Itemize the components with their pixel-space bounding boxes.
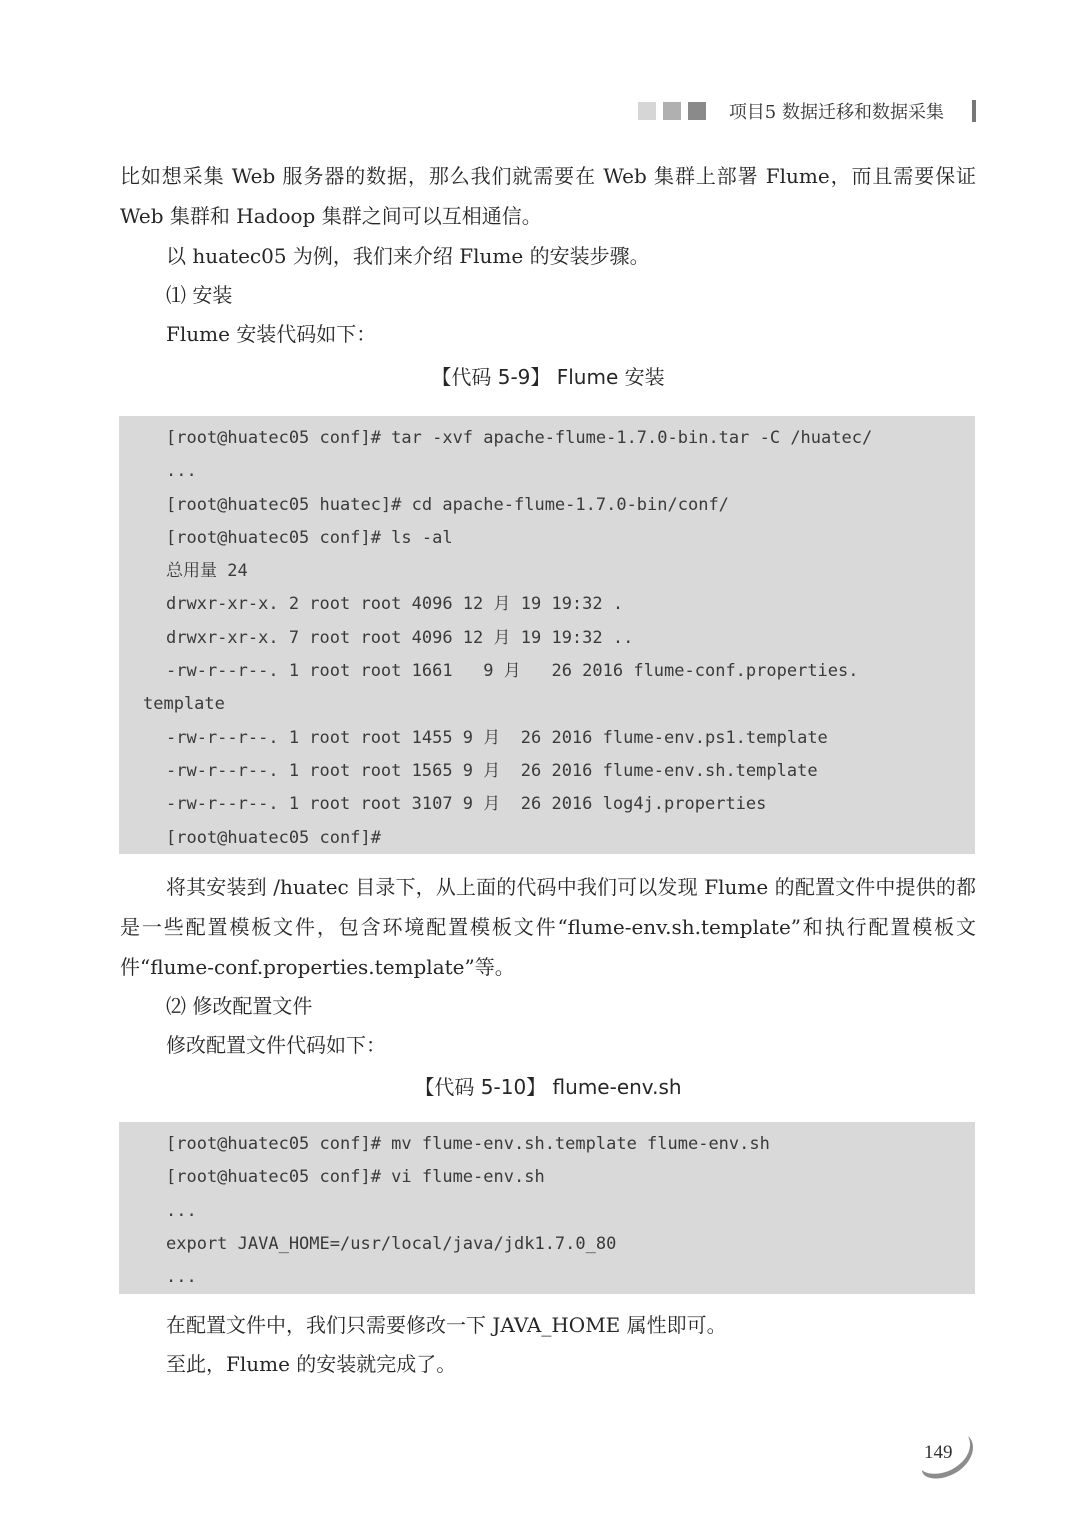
paragraph-install-explanation: 将其安装到 /huatec 目录下，从上面的代码中我们可以发现 Flume 的配置文件中提供的都是一些配置模板文件，包含环境配置模板文件“flume-env.sh.template”和执行配置模板文件“flume-conf.properties.template”等。 (120, 875, 976, 979)
code-line: [root@huatec05 conf]# vi flume-env.sh (166, 1167, 545, 1188)
page-number-badge (918, 1432, 978, 1482)
code-line: template (143, 694, 225, 715)
code-caption-5-9: 【代码 5-9】 Flume 安装 (431, 365, 665, 389)
paragraph-config-note: 在配置文件中，我们只需要修改一下 JAVA_HOME 属性即可。 (166, 1313, 727, 1337)
code-line: -rw-r--r--. 1 root root 1455 9 月 26 2016 flume-env.ps1.template (166, 727, 828, 748)
code-line: -rw-r--r--. 1 root root 1661 9 月 26 2016 flume-conf.properties. (166, 661, 859, 682)
header-block-mid (663, 102, 681, 120)
chapter-title: 项目5 数据迁移和数据采集 (728, 102, 944, 123)
page-number: 149 (924, 1442, 953, 1463)
code-line: export JAVA_HOME=/usr/local/java/jdk1.7.0_80 (166, 1233, 617, 1254)
paragraph-config-code-intro: 修改配置文件代码如下： (166, 1033, 386, 1057)
code-line: ... (166, 1267, 197, 1288)
header-block-light (638, 102, 656, 120)
code-line: [root@huatec05 conf]# mv flume-env.sh.template flume-env.sh (166, 1134, 770, 1154)
code-line: [root@huatec05 huatec]# cd apache-flume-1.7.0-bin/conf/ (166, 494, 729, 515)
code-line: [root@huatec05 conf]# ls -al (166, 527, 453, 548)
code-line: [root@huatec05 conf]# tar -xvf apache-flume-1.7.0-bin.tar -C /huatec/ (166, 428, 873, 448)
running-header (638, 96, 976, 126)
code-line: -rw-r--r--. 1 root root 1565 9 月 26 2016 flume-env.sh.template (166, 760, 818, 781)
code-line: ... (166, 1200, 197, 1221)
code-line: -rw-r--r--. 1 root root 3107 9 月 26 2016 log4j.properties (166, 794, 767, 815)
code-block-5-10 (119, 1122, 975, 1294)
step-heading-config: ⑵ 修改配置文件 (166, 994, 313, 1018)
paragraph-install-code-intro: Flume 安装代码如下： (166, 322, 377, 346)
code-line: ... (166, 461, 197, 482)
code-line: drwxr-xr-x. 7 root root 4096 12 月 19 19:32 .. (166, 627, 634, 648)
paragraph-conclusion: 至此，Flume 的安装就完成了。 (166, 1352, 457, 1376)
paragraph-example: 以 huatec05 为例，我们来介绍 Flume 的安装步骤。 (166, 244, 650, 268)
code-block-5-9 (119, 416, 975, 854)
code-line: 总用量 24 (166, 561, 248, 582)
step-heading-install: ⑴ 安装 (166, 283, 233, 307)
code-line: [root@huatec05 conf]# (166, 827, 381, 848)
code-caption-5-10: 【代码 5-10】 flume-env.sh (414, 1075, 682, 1099)
header-block-dark (688, 102, 706, 120)
paragraph-intro: 比如想采集 Web 服务器的数据，那么我们就需要在 Web 集群上部署 Flume，而且需要保证 Web 集群和 Hadoop 集群之间可以互相通信。 (120, 164, 976, 228)
code-line: drwxr-xr-x. 2 root root 4096 12 月 19 19:32 . (166, 594, 624, 615)
header-bar (972, 100, 976, 122)
